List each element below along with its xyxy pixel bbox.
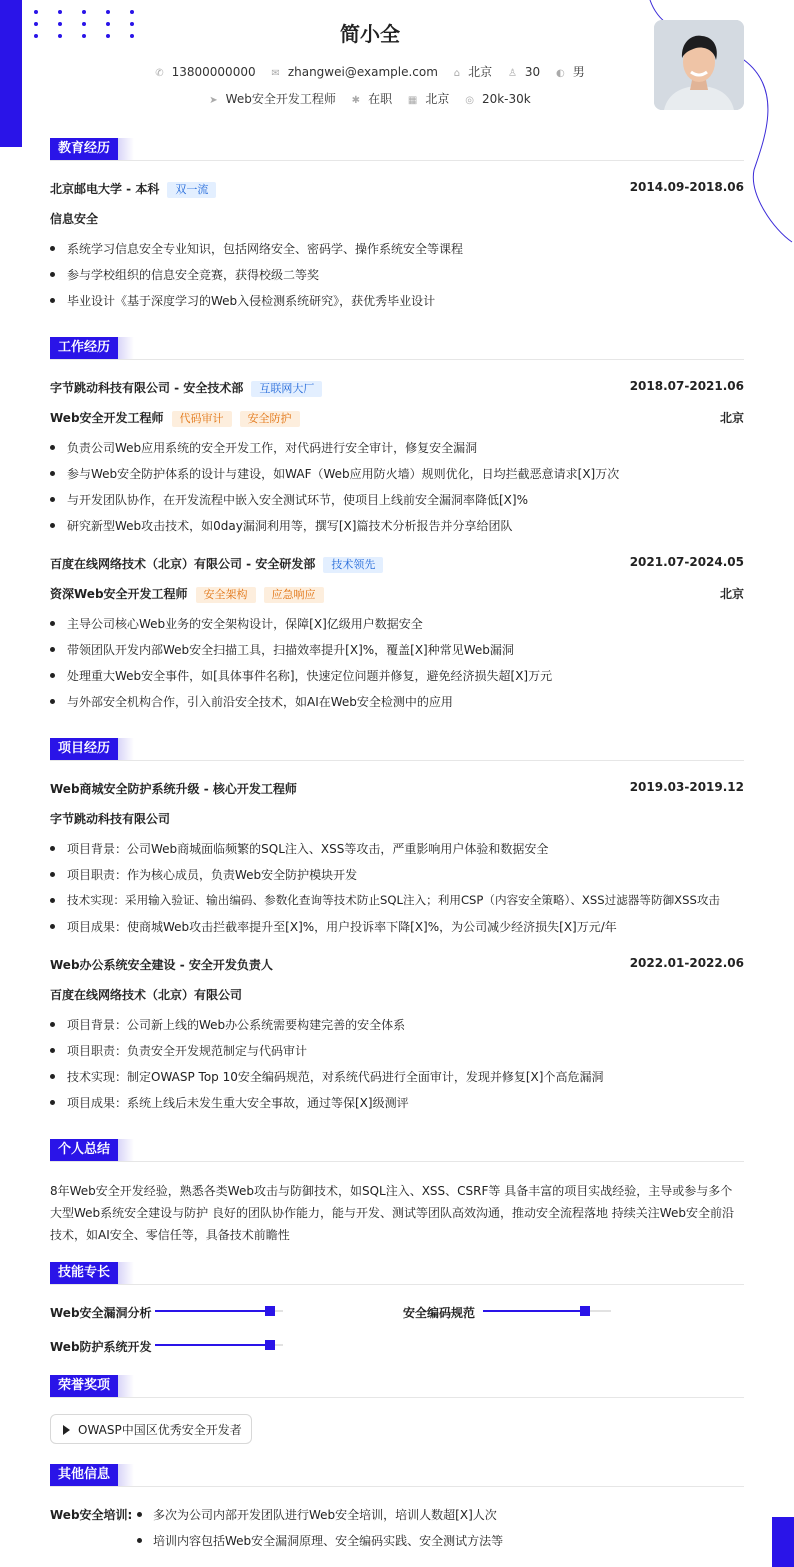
gender-icon: ◐ <box>556 68 565 79</box>
age-text: 30 <box>524 65 541 79</box>
mail-icon: ✉ <box>271 68 280 79</box>
job-title: 资深Web安全开发工程师 <box>50 587 188 601</box>
section-divider <box>50 1486 744 1487</box>
position-text: Web安全开发工程师 <box>225 92 336 106</box>
work-location: 北京 <box>719 411 744 425</box>
list-item: 项目职责：负责安全开发规范制定与代码审计 <box>50 1042 750 1059</box>
profile-photo <box>654 20 744 110</box>
company-name: 字节跳动科技有限公司 - 安全技术部 <box>50 381 244 395</box>
age-icon: ♙ <box>507 68 517 79</box>
work-location: 北京 <box>719 587 744 601</box>
position-item <box>209 90 336 107</box>
city-item <box>454 63 492 80</box>
school-name: 北京邮电大学 - 本科 <box>50 182 160 196</box>
project-date: 2022.01-2022.06 <box>629 956 744 970</box>
work-title-row <box>50 585 744 603</box>
project-name: Web办公系统安全建设 - 安全开发负责人 <box>50 958 273 972</box>
list-item: 研究新型Web攻击技术，如0day漏洞利用等，撰写[X]篇技术分析报告并分享给团队 <box>50 517 750 534</box>
list-item: 项目职责：作为核心成员，负责Web安全防护模块开发 <box>50 866 750 883</box>
section-divider <box>50 160 744 161</box>
section-title-other: 其他信息 <box>50 1464 118 1486</box>
list-item: 处理重大Web安全事件，如[具体事件名称]，快速定位问题并修复，避免经济损失超[X]万元 <box>50 667 750 684</box>
age-item <box>508 65 540 79</box>
project-date: 2019.03-2019.12 <box>629 780 744 794</box>
list-item: 培训内容包括Web安全漏洞原理、安全编码实践、安全测试方法等 <box>137 1532 503 1549</box>
skill-knob <box>265 1306 275 1316</box>
section-title-work: 工作经历 <box>50 337 118 359</box>
skill-tag: 代码审计 <box>172 411 232 427</box>
section-title-skills: 技能专长 <box>50 1262 118 1284</box>
skill-label: Web安全漏洞分析 <box>50 1306 152 1320</box>
phone-icon: ✆ <box>155 68 164 79</box>
section-divider <box>50 1397 744 1398</box>
education-header <box>50 180 744 198</box>
school-tag: 双一流 <box>167 182 216 198</box>
list-item: 毕业设计《基于深度学习的Web入侵检测系统研究》，获优秀毕业设计 <box>50 292 750 309</box>
home-icon: ⌂ <box>453 68 461 79</box>
project-header <box>50 780 744 797</box>
list-item: 负责公司Web应用系统的安全开发工作，对代码进行安全审计，修复安全漏洞 <box>50 439 750 456</box>
company-tag: 技术领先 <box>323 557 383 573</box>
section-divider <box>50 359 744 360</box>
candidate-name: 简小全 <box>340 22 400 46</box>
skill-tag: 应急响应 <box>264 587 324 603</box>
skill-label: Web防护系统开发 <box>50 1340 152 1354</box>
job-intent-row <box>0 90 740 107</box>
expand-arrow-icon <box>63 1425 70 1435</box>
list-item: 技术实现：制定OWASP Top 10安全编码规范，对系统代码进行全面审计，发现并修复[X]个高危漏洞 <box>50 1068 750 1085</box>
list-item: 与开发团队协作，在开发流程中嵌入安全测试环节，使项目上线前安全漏洞率降低[X]% <box>50 491 750 508</box>
contact-row <box>0 63 740 80</box>
list-item: 参与学校组织的信息安全竞赛，获得校级二等奖 <box>50 266 750 283</box>
skill-label: 安全编码规范 <box>403 1306 476 1320</box>
target-city-item <box>408 90 449 107</box>
skill-bar <box>155 1310 283 1312</box>
skill-knob <box>580 1306 590 1316</box>
award-text: OWASP中国区优秀安全开发者 <box>78 1423 242 1437</box>
section-divider <box>50 1161 744 1162</box>
email-item <box>271 65 438 79</box>
skill-bar <box>483 1310 611 1312</box>
list-item: 项目成果：系统上线后未发生重大安全事故，通过等保[X]级测评 <box>50 1094 750 1111</box>
salary-icon: ◎ <box>465 95 474 106</box>
project-name: Web商城安全防护系统升级 - 核心开发工程师 <box>50 782 297 796</box>
skill-knob <box>265 1340 275 1350</box>
skill-tag: 安全架构 <box>196 587 256 603</box>
list-item: 系统学习信息安全专业知识，包括网络安全、密码学、操作系统安全等课程 <box>50 240 750 257</box>
city-text: 北京 <box>468 65 493 79</box>
company-tag: 互联网大厂 <box>251 381 322 397</box>
list-item: 主导公司核心Web业务的安全架构设计，保障[X]亿级用户数据安全 <box>50 615 750 632</box>
gender-item <box>556 63 585 80</box>
status-text: 在职 <box>368 92 393 106</box>
phone-text: 13800000000 <box>171 65 256 79</box>
work-date: 2021.07-2024.05 <box>629 555 744 569</box>
building-icon: ▦ <box>407 95 418 106</box>
skill-tag: 安全防护 <box>240 411 300 427</box>
list-item: 多次为公司内部开发团队进行Web安全培训，培训人数超[X]人次 <box>137 1506 497 1523</box>
summary-text: 8年Web安全开发经验，熟悉各类Web攻击与防御技术，如SQL注入、XSS、CSRF等 具备丰富的项目实战经验，主导或参与多个大型Web系统安全建设与防护 良好的团队协作能力，能与开发、测试等团队高效沟通，推动安全流程落地 持续关注Web安全前沿技术，如AI安全、零信任等，具备技术前瞻性 <box>50 1184 734 1242</box>
project-company: 百度在线网络技术（北京）有限公司 <box>50 988 243 1002</box>
section-divider <box>50 760 744 761</box>
work-title-row <box>50 409 744 427</box>
send-icon: ➤ <box>209 95 218 106</box>
section-divider <box>50 1284 744 1285</box>
skill-bar <box>155 1344 283 1346</box>
section-title-project: 项目经历 <box>50 738 118 760</box>
list-item: 带领团队开发内部Web安全扫描工具，扫描效率提升[X]%，覆盖[X]种常见Web漏洞 <box>50 641 750 658</box>
project-header <box>50 956 744 973</box>
list-item: 项目背景：公司新上线的Web办公系统需要构建完善的安全体系 <box>50 1016 750 1033</box>
company-name: 百度在线网络技术（北京）有限公司 - 安全研发部 <box>50 557 316 571</box>
project-company: 字节跳动科技有限公司 <box>50 812 171 826</box>
bottom-accent-bar <box>772 1517 794 1567</box>
award-item[interactable] <box>50 1414 252 1444</box>
salary-item <box>465 92 531 106</box>
list-item: 技术实现：采用输入验证、输出编码、参数化查询等技术防止SQL注入；利用CSP（内容安全策略）、XSS过滤器等防御XSS攻击 <box>50 892 750 908</box>
other-label: Web安全培训: <box>50 1508 133 1522</box>
job-title: Web安全开发工程师 <box>50 411 164 425</box>
email-text: zhangwei@example.com <box>287 65 438 79</box>
salary-text: 20k-30k <box>481 92 531 106</box>
list-item: 与外部安全机构合作，引入前沿安全技术，如AI在Web安全检测中的应用 <box>50 693 750 710</box>
target-city-text: 北京 <box>425 92 450 106</box>
status-item <box>352 90 392 107</box>
education-major: 信息安全 <box>50 212 99 226</box>
status-icon: ✱ <box>351 95 361 106</box>
section-title-summary: 个人总结 <box>50 1139 118 1161</box>
work-header <box>50 379 744 397</box>
education-date: 2014.09-2018.06 <box>629 180 744 194</box>
section-title-awards: 荣誉奖项 <box>50 1375 118 1397</box>
section-title-education: 教育经历 <box>50 138 118 160</box>
list-item: 项目成果：使商城Web攻击拦截率提升至[X]%，用户投诉率下降[X]%，为公司减少经济损失[X]万元/年 <box>50 918 750 935</box>
gender-text: 男 <box>572 65 585 79</box>
work-header <box>50 555 744 573</box>
list-item: 项目背景：公司Web商城面临频繁的SQL注入、XSS等攻击，严重影响用户体验和数据安全 <box>50 840 750 857</box>
phone-item <box>155 65 255 79</box>
work-date: 2018.07-2021.06 <box>629 379 744 393</box>
list-item: 参与Web安全防护体系的设计与建设，如WAF（Web应用防火墙）规则优化，日均拦截恶意请求[X]万次 <box>50 465 750 482</box>
